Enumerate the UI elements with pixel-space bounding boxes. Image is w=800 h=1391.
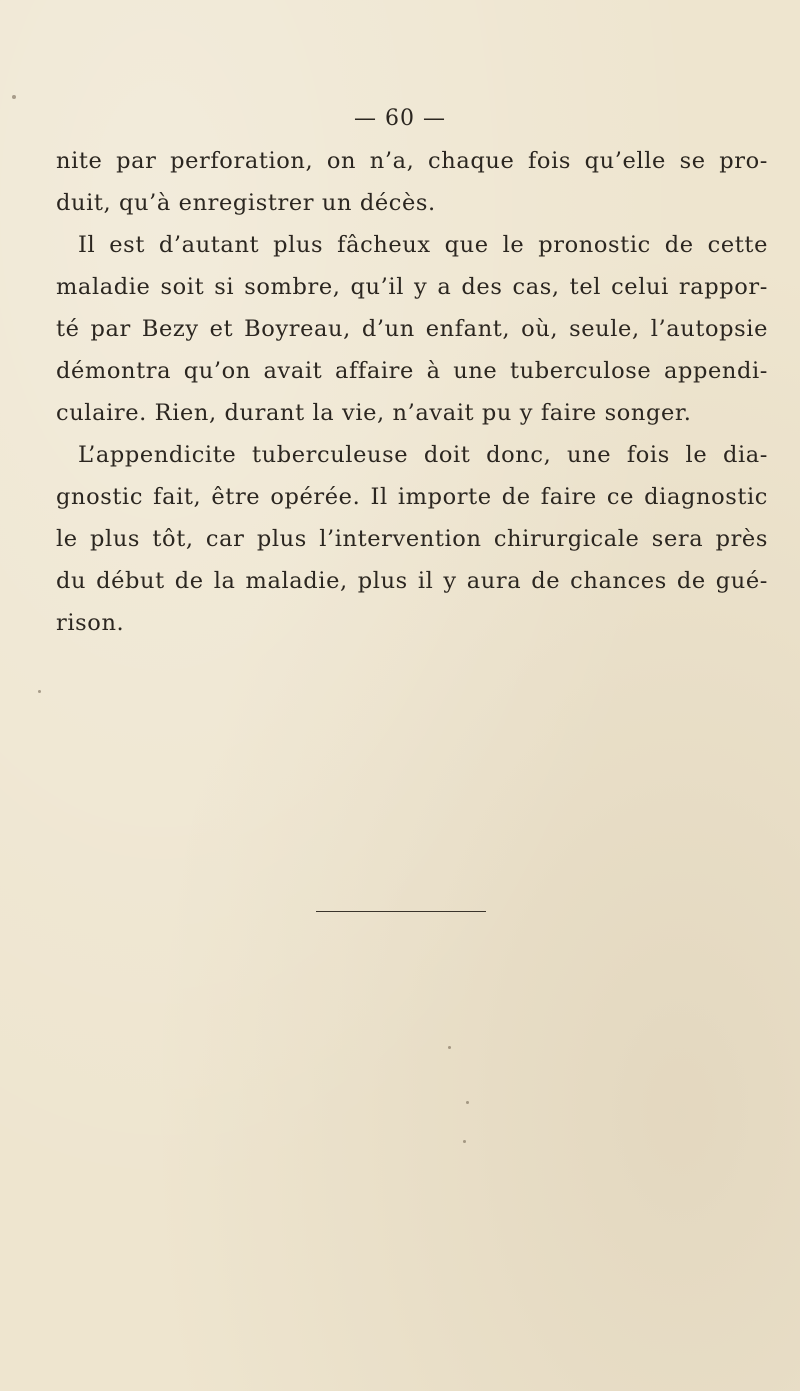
body-text (56, 140, 768, 644)
text-line-3: Il est d’autant plus fâcheux que le pronostic de cette (78, 232, 768, 258)
text-line-2: duit, qu’à enregistrer un décès. (56, 190, 436, 216)
text-line-1: nite par perforation, on n’a, chaque fois qu’elle se pro- (56, 148, 768, 174)
text-line-5: té par Bezy et Boyreau, d’un enfant, où, seule, l’autopsie (56, 316, 768, 342)
text-line-11: du début de la maladie, plus il y aura de chances de gué- (56, 568, 768, 594)
text-line-8: L’appendicite tuberculeuse doit donc, une fois le dia- (78, 442, 768, 468)
paper-speck (463, 1140, 466, 1143)
paper-speck (448, 1046, 451, 1049)
text-line-9: gnostic fait, être opérée. Il importe de faire ce diagnostic (56, 484, 768, 510)
end-rule (316, 911, 486, 912)
text-line-10: le plus tôt, car plus l’intervention chirurgicale sera près (56, 526, 768, 552)
text-line-4: maladie soit si sombre, qu’il y a des cas, tel celui rappor- (56, 274, 768, 300)
paper-speck (38, 690, 41, 693)
paper-speck (12, 95, 16, 99)
paper-speck (466, 1101, 469, 1104)
page-number: — 60 — (354, 106, 446, 131)
text-line-6: démontra qu’on avait affaire à une tuberculose appendi- (56, 358, 768, 384)
text-line-7: culaire. Rien, durant la vie, n’avait pu y faire songer. (56, 400, 692, 426)
text-line-12: rison. (56, 610, 125, 636)
